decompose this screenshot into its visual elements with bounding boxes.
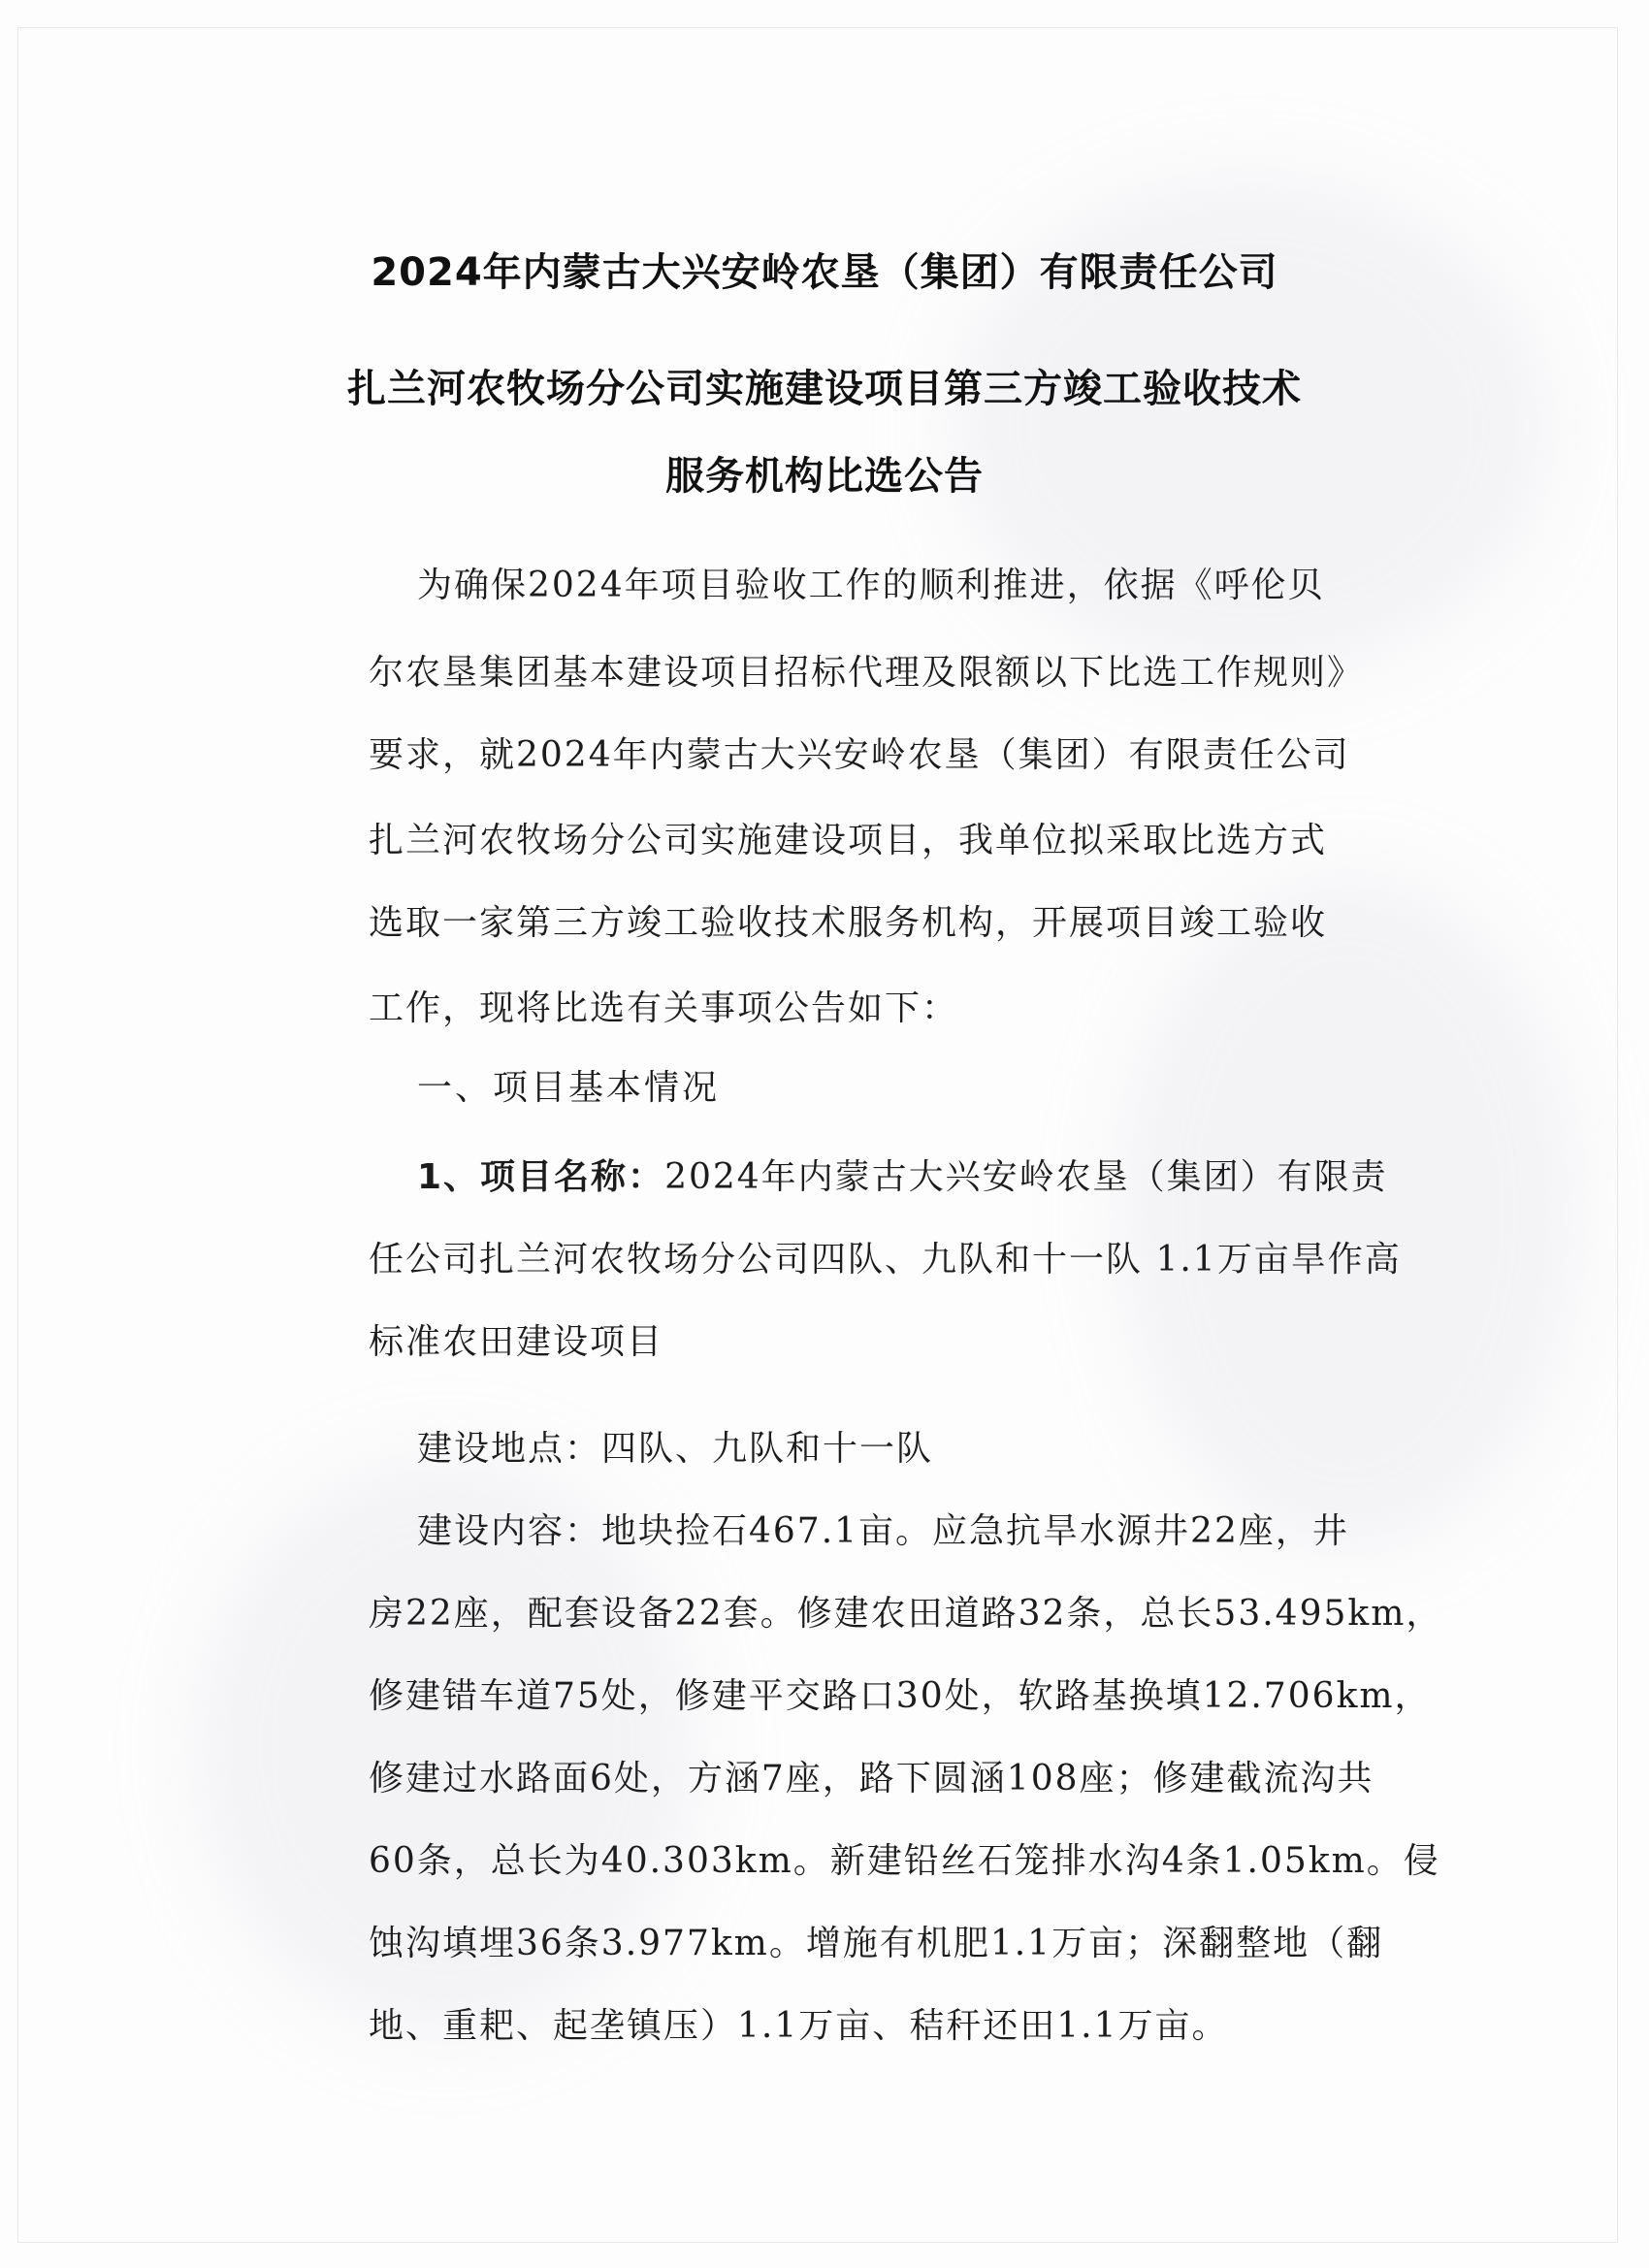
- title-line-3: 服务机构比选公告: [665, 454, 984, 499]
- content-line: 修建过水路面6处，方涵7座，路下圆涵108座；修建截流沟共: [369, 1759, 1374, 1798]
- location-line: 建设地点：四队、九队和十一队: [417, 1429, 934, 1469]
- item1-text: 2024年内蒙古大兴安岭农垦（集团）有限责: [664, 1157, 1388, 1197]
- intro-line: 选取一家第三方竣工验收技术服务机构，开展项目竣工验收: [369, 903, 1328, 943]
- page-border: [17, 27, 1618, 2243]
- title-line-2: 扎兰河农牧场分公司实施建设项目第三方竣工验收技术: [347, 367, 1302, 411]
- title-line-1: 2024年内蒙古大兴安岭农垦（集团）有限责任公司: [371, 250, 1278, 295]
- intro-line: 工作，现将比选有关事项公告如下：: [369, 988, 959, 1028]
- section-heading: 一、项目基本情况: [417, 1068, 721, 1108]
- content-line: 建设内容：地块捡石467.1亩。应急抗旱水源井22座，井: [417, 1511, 1349, 1551]
- content-line: 60条，总长为40.303km。新建铅丝石笼排水沟4条1.05km。侵: [369, 1841, 1440, 1881]
- intro-line: 尔农垦集团基本建设项目招标代理及限额以下比选工作规则》: [369, 653, 1365, 693]
- intro-line: 扎兰河农牧场分公司实施建设项目，我单位拟采取比选方式: [369, 821, 1328, 860]
- content-line: 修建错车道75处，修建平交路口30处，软路基换填12.706km，: [369, 1676, 1432, 1716]
- content-line: 地、重耙、起垄镇压）1.1万亩、秸秆还田1.1万亩。: [369, 2006, 1229, 2046]
- item1-line-3: 标准农田建设项目: [369, 1322, 664, 1362]
- item1-line-1: [417, 1154, 1465, 1201]
- item1-line-2: 任公司扎兰河农牧场分公司四队、九队和十一队 1.1万亩旱作高: [369, 1240, 1402, 1280]
- item1-label: 1、项目名称：: [417, 1157, 665, 1197]
- content-line: 蚀沟填埋36条3.977km。增施有机肥1.1万亩；深翻整地（翻: [369, 1924, 1384, 1963]
- content-line: 房22座，配套设备22套。修建农田道路32条，总长53.495km，: [369, 1594, 1443, 1634]
- intro-line: 要求，就2024年内蒙古大兴安岭农垦（集团）有限责任公司: [369, 735, 1350, 775]
- intro-line: 为确保2024年项目验收工作的顺利推进，依据《呼伦贝: [417, 566, 1325, 605]
